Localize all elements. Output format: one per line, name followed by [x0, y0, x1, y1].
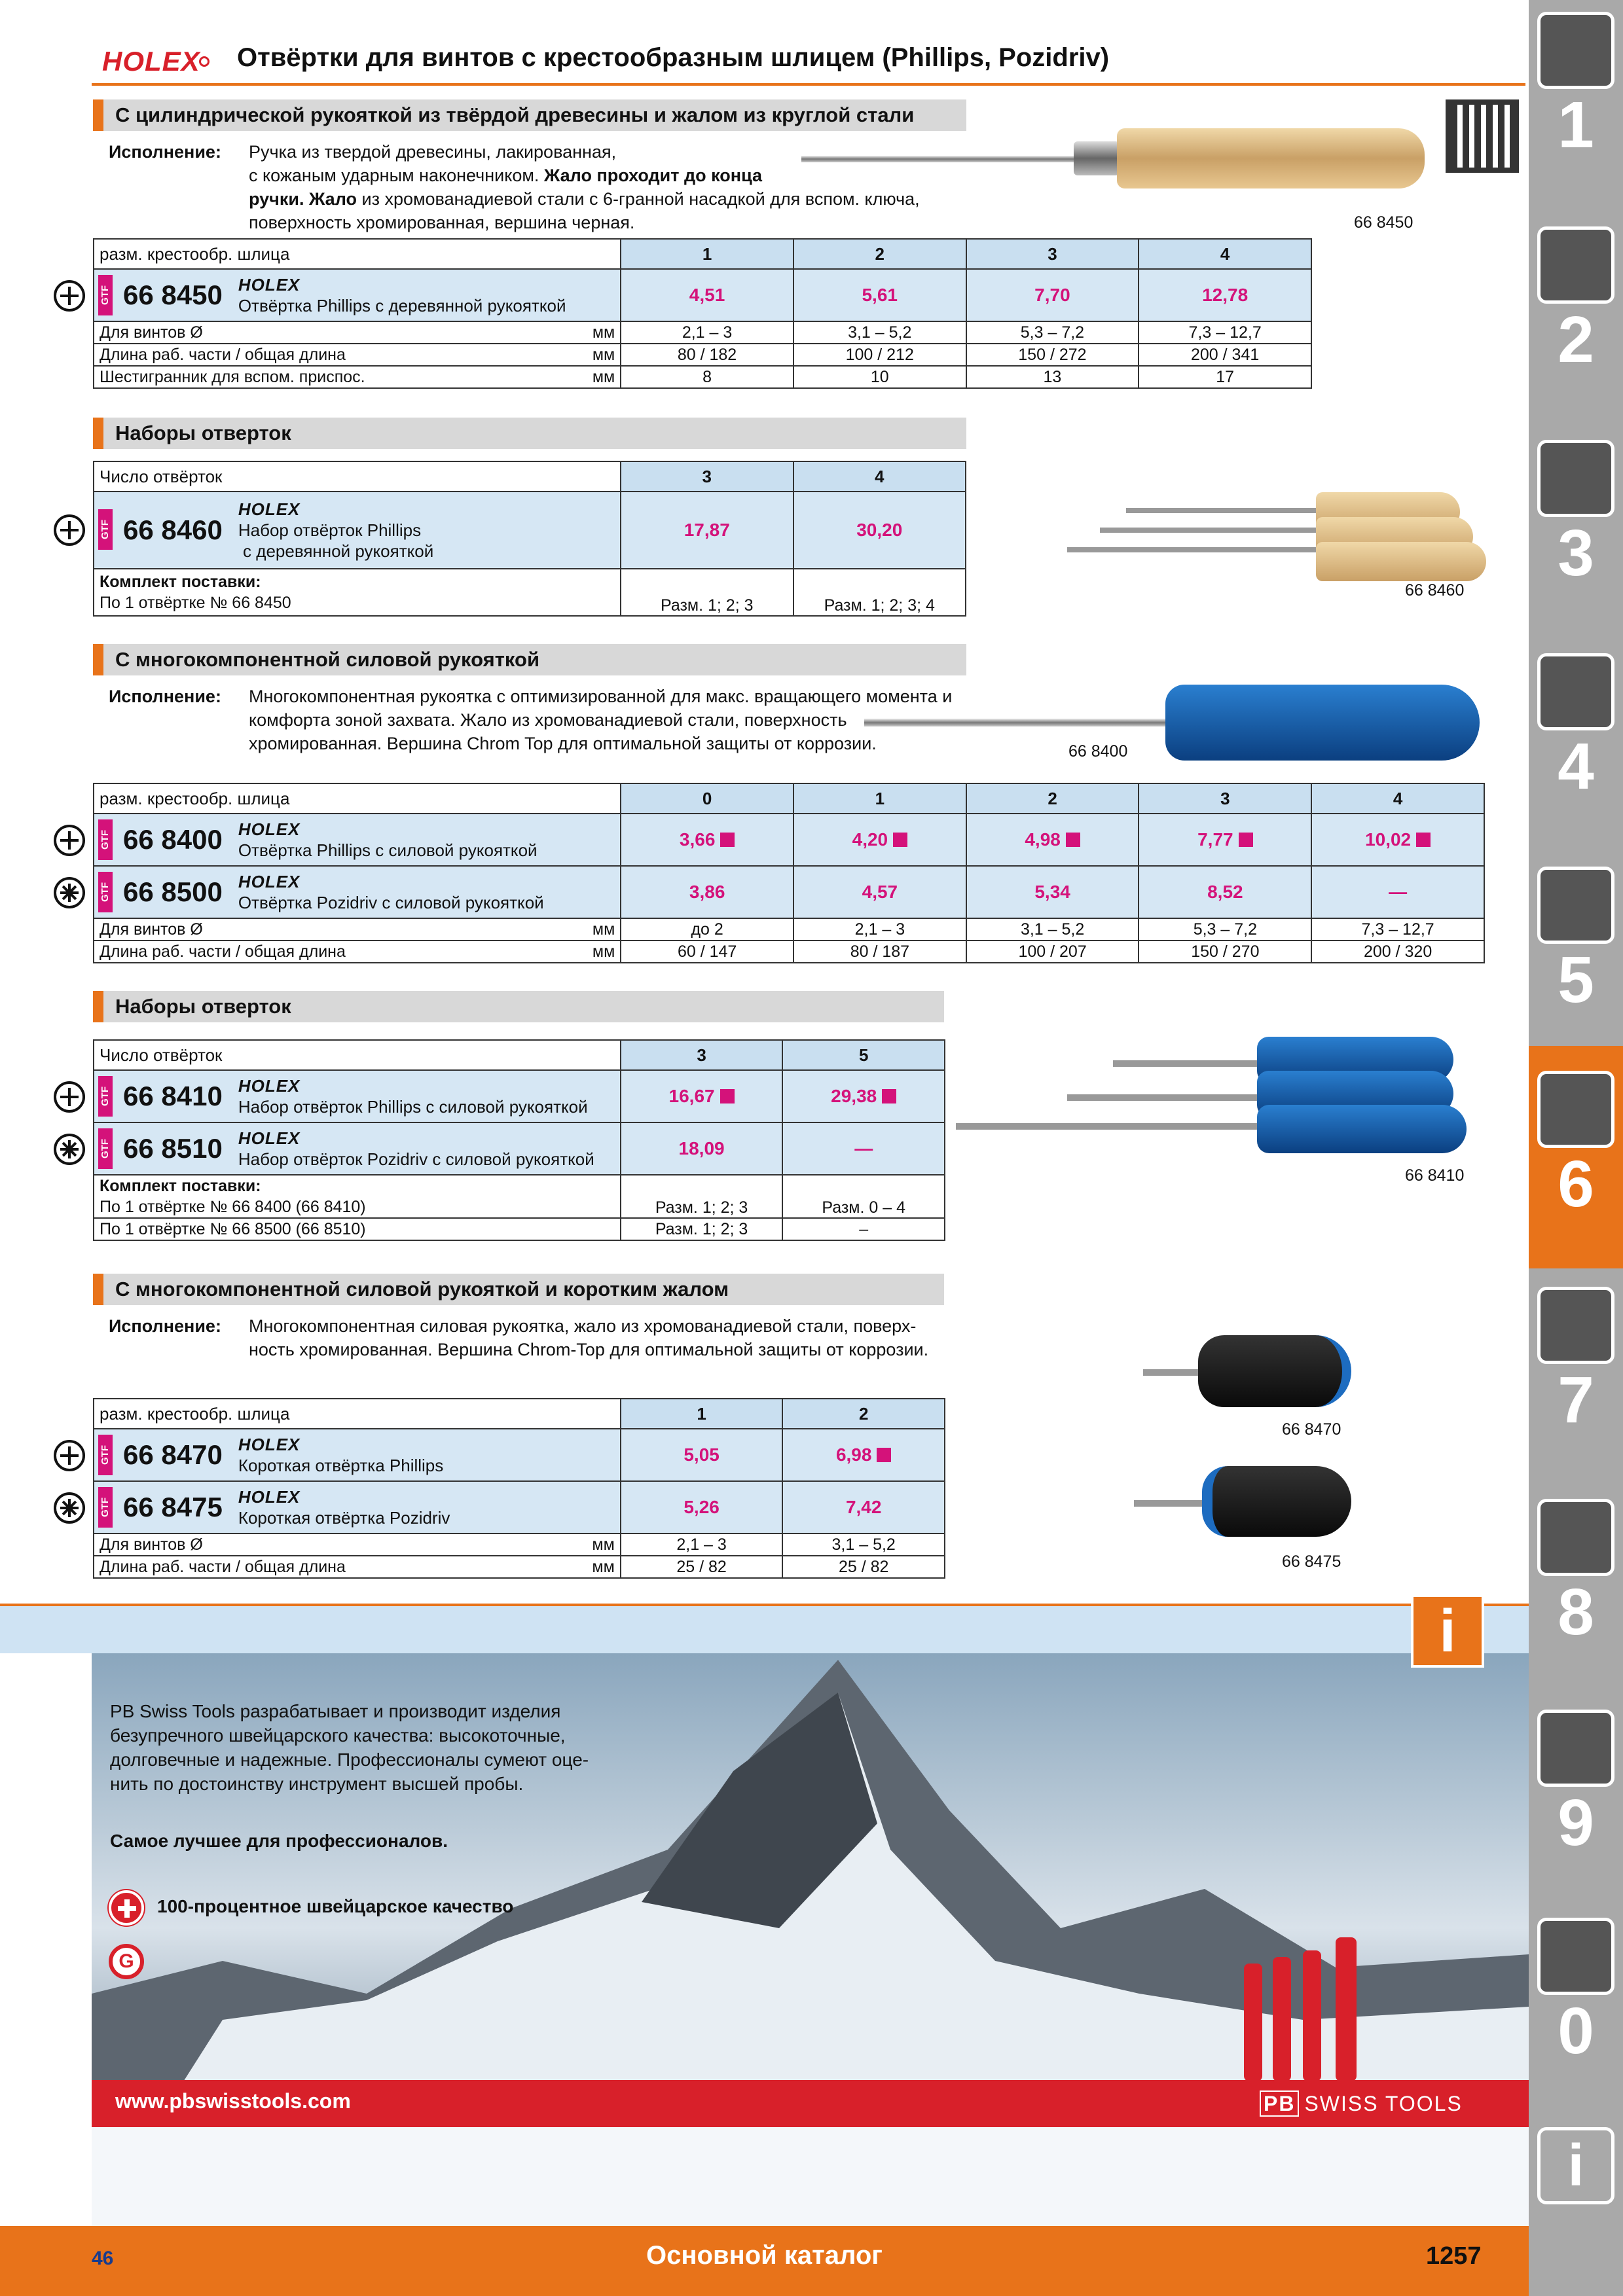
count-header-label: Число отвёрток — [94, 461, 621, 492]
price: 12,78 — [1139, 269, 1311, 321]
description-text: Многокомпонентная силовая рукоятка, жало из хромованадиевой стали, поверх- ность хромированная. Вершина Chrom-Top для оптимальной защиты от коррозии. — [249, 1316, 929, 1359]
price: 5,61 — [793, 269, 966, 321]
phillips-icon — [54, 1081, 85, 1113]
availability-square-icon — [1066, 833, 1080, 847]
hammer-pliers-icon — [1537, 1287, 1614, 1364]
price: 30,20 — [793, 492, 966, 569]
spec-label: Исполнение: — [109, 1316, 221, 1336]
header-rule — [92, 83, 1525, 86]
product-name: Отвёртка Pozidriv с силовой рукояткой — [238, 892, 544, 912]
description-text: Многокомпонентная рукоятка с оптимизированной для макс. вращающего момента и комфорта зоной захвата. Жало из хромованадиевой стали, поверхность хромированная. Вершина Chrom Top для оптимальной защиты от коррозии. — [249, 687, 953, 753]
table-row[interactable] — [94, 269, 1311, 321]
image-caption: 66 8475 — [1282, 1552, 1341, 1571]
table-row[interactable]: GTF 66 8470 HOLEX Короткая отвёртка Phillips 5,05 6,98 — [94, 1429, 945, 1481]
footer-catalog-title: Основной каталог — [646, 2241, 883, 2270]
phillips-icon — [54, 825, 85, 856]
product-name: Короткая отвёртка Pozidriv — [238, 1507, 450, 1528]
pozidriv-icon — [54, 877, 85, 908]
table-668470: разм. крестообр. шлица 1 2 GTF 66 8470 HOLEX Короткая отвёртка Phillips 5,05 6,98 GTF 66 8475 HOLEX Короткая отвёртка Pozidriv 5,26 7,42 Для винтов Ø мм 2,1 – 3 3,1 – 5,2 Длина раб. части / общая длина мм 25 / 82 25 / 82 — [93, 1398, 945, 1579]
table-row[interactable]: GTF 66 8510 HOLEX Набор отвёрток Pozidriv с силовой рукояткой 18,09 — — [94, 1122, 945, 1175]
strip-line — [0, 1604, 1529, 1606]
pozidriv-icon — [54, 1492, 85, 1524]
article-number[interactable]: 66 8475 — [123, 1492, 223, 1522]
count-header-label: Число отвёрток — [94, 1040, 621, 1070]
phillips-icon — [54, 1440, 85, 1471]
banner-slogan: Самое лучшее для профессионалов. — [110, 1831, 448, 1851]
product-name: Набор отвёрток Phillips — [238, 520, 422, 540]
phillips-icon — [54, 280, 85, 312]
table-668450 — [93, 238, 1312, 389]
kit-row: Комплект поставки: По 1 отвёртке № 66 8400 (66 8410) Разм. 1; 2; 3 Разм. 0 – 4 — [94, 1175, 945, 1218]
chapter-tab-5[interactable]: 5 — [1535, 867, 1616, 1016]
product-cell — [94, 269, 621, 321]
count-col: 3 — [621, 461, 793, 492]
brand-mark: HOLEX — [238, 1075, 301, 1096]
article-number[interactable]: 66 8450 — [123, 279, 223, 310]
pb-swiss-logo: PB SWISS TOOLS — [1260, 2092, 1463, 2116]
spec-label: Исполнение: — [109, 142, 221, 162]
gtf-badge: GTF — [98, 275, 113, 315]
chapter-tab-7[interactable]: 7 — [1535, 1287, 1616, 1436]
chapter-tab-9[interactable]: 9 — [1535, 1710, 1616, 1859]
banner-copy: PB Swiss Tools разрабатывает и производит изделия безупречного швейцарского качества: высокоточные, долговечные и надежные. Профессионалы сумеют оце- нить по достоинству инструмент высшей пробы. — [110, 1701, 589, 1794]
footer-right-page: 1257 — [1426, 2242, 1482, 2270]
chuck-icon — [1537, 440, 1614, 517]
section-title-sets: Наборы отверток — [93, 418, 966, 449]
cabinet-icon — [1537, 1710, 1614, 1787]
info-strip — [0, 1606, 1529, 1653]
swiss-quality-label: 100-процентное швейцарское качество — [157, 1896, 514, 1916]
guarantee-icon: G — [109, 1944, 144, 1979]
section-title-wood-handle: С цилиндрической рукояткой из твёрдой древесины и жалом из круглой стали — [93, 99, 966, 131]
spec-row: Для винтов Ø мм 2,1 – 3 3,1 – 5,2 — [94, 1534, 945, 1556]
availability-square-icon — [1239, 833, 1253, 847]
product-name: Короткая отвёртка Phillips — [238, 1455, 444, 1475]
image-caption: 66 8450 — [1354, 213, 1413, 232]
brand-mark: HOLEX — [238, 274, 301, 295]
gtf-badge: GTF — [98, 872, 113, 912]
gtf-badge: GTF — [98, 1128, 113, 1169]
brand-mark: HOLEX — [238, 819, 301, 839]
chapter-tab-0[interactable]: 0 — [1535, 1918, 1616, 2067]
section-title-stubby: С многокомпонентной силовой рукояткой и коротким жалом — [93, 1274, 944, 1305]
brand-mark: HOLEX — [238, 1128, 301, 1148]
screwdriver-wrench-icon — [1537, 1071, 1614, 1148]
article-number[interactable]: 66 8510 — [123, 1133, 223, 1164]
size-col: 1 — [621, 239, 793, 269]
table-row[interactable] — [94, 492, 966, 569]
pb-url-link[interactable]: www.pbswisstools.com — [115, 2089, 351, 2113]
kit-row: Комплект поставки: По 1 отвёртке № 66 8450 Разм. 1; 2; 3 Разм. 1; 2; 3; 4 — [94, 569, 966, 616]
page-title: Отвёртки для винтов с крестообразным шлицем (Phillips, Pozidriv) — [237, 43, 1110, 72]
spec-row: Длина раб. части / общая длина мм 25 / 82 25 / 82 — [94, 1556, 945, 1578]
spec-row: Длина раб. части / общая длина мм 80 / 182 100 / 212 150 / 272 200 / 341 — [94, 344, 1311, 366]
brand-mark: HOLEX — [238, 1486, 301, 1507]
saw-blade-icon — [1537, 867, 1614, 944]
availability-square-icon — [720, 1089, 735, 1103]
chapter-tab-8[interactable]: 8 — [1535, 1499, 1616, 1648]
safety-gear-icon — [1537, 1918, 1614, 1995]
table-668410: Число отвёрток 3 5 GTF 66 8410 HOLEX Набор отвёрток Phillips с силовой рукояткой 16,67 29,38 GTF 66 8510 HOLEX Набор отвёрток Pozidriv с силовой рукояткой 18,09 — Комплект поставки: По 1 отвёртке № 66 8400 (66 8410) Разм. 1; 2; 3 Разм. 0 – 4 По 1 отвёртке № 66 8500 (66 8510) Разм. 1; 2; 3 – — [93, 1039, 945, 1241]
gtf-badge: GTF — [98, 1435, 113, 1475]
image-caption: 66 8470 — [1282, 1420, 1341, 1439]
size-col: 4 — [1139, 239, 1311, 269]
insert-icon — [1537, 226, 1614, 304]
product-name: Набор отвёрток Phillips с силовой рукояткой — [238, 1096, 588, 1117]
phillips-icon — [54, 514, 85, 546]
caliper-icon — [1537, 653, 1614, 730]
image-caption: 66 8460 — [1405, 581, 1465, 600]
brand-mark: HOLEX — [238, 871, 301, 891]
size-header-label: разм. крестообр. шлица — [94, 783, 621, 814]
drill-icon — [1537, 12, 1614, 89]
image-caption: 66 8410 — [1405, 1166, 1465, 1185]
chapter-tab-4[interactable]: 4 — [1535, 653, 1616, 802]
chapter-tab-info[interactable] — [1535, 2127, 1616, 2204]
chapter-tab-6[interactable]: 6 — [1535, 1071, 1616, 1220]
gtf-badge: GTF — [98, 509, 113, 550]
section-title-power-sets: Наборы отверток — [93, 991, 944, 1022]
qr-code-icon[interactable] — [1446, 99, 1519, 173]
availability-square-icon — [882, 1089, 896, 1103]
image-caption: 66 8400 — [1068, 742, 1128, 761]
description-text: Ручка из твердой древесины, лакированная, с кожаным ударным наконечником. Жало проходит до конца ручки. Жало из хромованадиевой стали с 6-гранной насадкой для вспом. ключа, поверхность хромированная, вершина черная. — [249, 142, 920, 232]
table-row[interactable]: GTF 66 8500 HOLEX Отвёртка Pozidriv с силовой рукояткой 3,86 4,57 5,34 8,52 — — [94, 866, 1484, 918]
chapter-tab-3[interactable]: 3 — [1535, 440, 1616, 589]
holex-logo: HOLEX — [102, 46, 200, 77]
section-title-power-handle: С многокомпонентной силовой рукояткой — [93, 644, 966, 675]
product-name: Набор отвёрток Pozidriv с силовой рукояткой — [238, 1149, 594, 1169]
kit-row: По 1 отвёртке № 66 8500 (66 8510) Разм. 1; 2; 3 – — [94, 1218, 945, 1240]
spec-row: Шестигранник для вспом. приспос. мм 8 10 13 17 — [94, 366, 1311, 388]
brand-mark: HOLEX — [238, 1434, 301, 1454]
pozidriv-icon — [54, 1134, 85, 1165]
price: 7,70 — [966, 269, 1139, 321]
product-name: Отвёртка Phillips с деревянной рукояткой — [238, 295, 566, 315]
spec-row: Для винтов Ø мм 2,1 – 3 3,1 – 5,2 5,3 – 7,2 7,3 – 12,7 — [94, 321, 1311, 344]
gtf-badge: GTF — [98, 1076, 113, 1117]
size-col: 3 — [966, 239, 1139, 269]
section5-description — [109, 1314, 960, 1364]
gtf-badge: GTF — [98, 1487, 113, 1528]
info-tab-icon: i — [1537, 2127, 1614, 2204]
table-row[interactable]: GTF 66 8475 HOLEX Короткая отвёртка Pozidriv 5,26 7,42 — [94, 1481, 945, 1534]
product-name: Отвёртка Phillips с силовой рукояткой — [238, 840, 538, 860]
size-col: 2 — [793, 239, 966, 269]
section1-description — [109, 140, 960, 238]
article-number[interactable]: 66 8470 — [123, 1439, 223, 1470]
info-icon[interactable]: i — [1411, 1594, 1484, 1668]
logo-dot — [199, 56, 210, 67]
article-number[interactable]: 66 8500 — [123, 876, 223, 907]
spec-label: Исполнение: — [109, 687, 221, 706]
table-row[interactable]: GTF 66 8410 HOLEX Набор отвёрток Phillips с силовой рукояткой 16,67 29,38 — [94, 1070, 945, 1122]
spec-row: Длина раб. части / общая длина мм 60 / 147 80 / 187 100 / 207 150 / 270 200 / 320 — [94, 941, 1484, 963]
spec-row: Для винтов Ø мм до 2 2,1 – 3 3,1 – 5,2 5,3 – 7,2 7,3 – 12,7 — [94, 918, 1484, 941]
availability-square-icon — [1416, 833, 1431, 847]
product-name: с деревянной рукояткой — [238, 541, 434, 561]
availability-square-icon — [893, 833, 907, 847]
workshop-tools-icon — [1537, 1499, 1614, 1576]
table-668460 — [93, 461, 966, 617]
table-row[interactable]: GTF 66 8400 HOLEX Отвёртка Phillips с силовой рукояткой 3,66 4,20 4,98 7,77 10,02 — [94, 814, 1484, 866]
swiss-cross-icon — [109, 1890, 144, 1926]
chapter-tab-1[interactable]: 1 — [1535, 12, 1616, 161]
availability-square-icon — [877, 1448, 891, 1462]
count-col: 4 — [793, 461, 966, 492]
gtf-badge: GTF — [98, 819, 113, 860]
article-number[interactable]: 66 8410 — [123, 1081, 223, 1111]
article-number[interactable]: 66 8400 — [123, 824, 223, 855]
size-header-label: разм. крестообр. шлица — [94, 1399, 621, 1429]
footer-left-page: 46 — [92, 2248, 114, 2269]
price: 4,51 — [621, 269, 793, 321]
article-number[interactable]: 66 8460 — [123, 514, 223, 545]
brand-mark: HOLEX — [238, 499, 301, 519]
size-header-label: разм. крестообр. шлица — [94, 239, 621, 269]
price: 17,87 — [621, 492, 793, 569]
chapter-tab-2[interactable]: 2 — [1535, 226, 1616, 376]
availability-square-icon — [720, 833, 735, 847]
table-668400: разм. крестообр. шлица 0 1 2 3 4 GTF 66 8400 HOLEX Отвёртка Phillips с силовой рукояткой 3,66 4,20 4,98 7,77 10,02 GTF 66 8500 HOLEX Отвёртка Pozidriv с силовой рукояткой 3,86 4,57 5,34 8,52 — Для винтов Ø мм до 2 2,1 – 3 3,1 – 5,2 5,3 – 7,2 7,3 – 12,7 Длина раб. части / общая длина мм 60 / 147 80 / 187 100 / 207 150 / 270 200 / 320 — [93, 783, 1485, 963]
